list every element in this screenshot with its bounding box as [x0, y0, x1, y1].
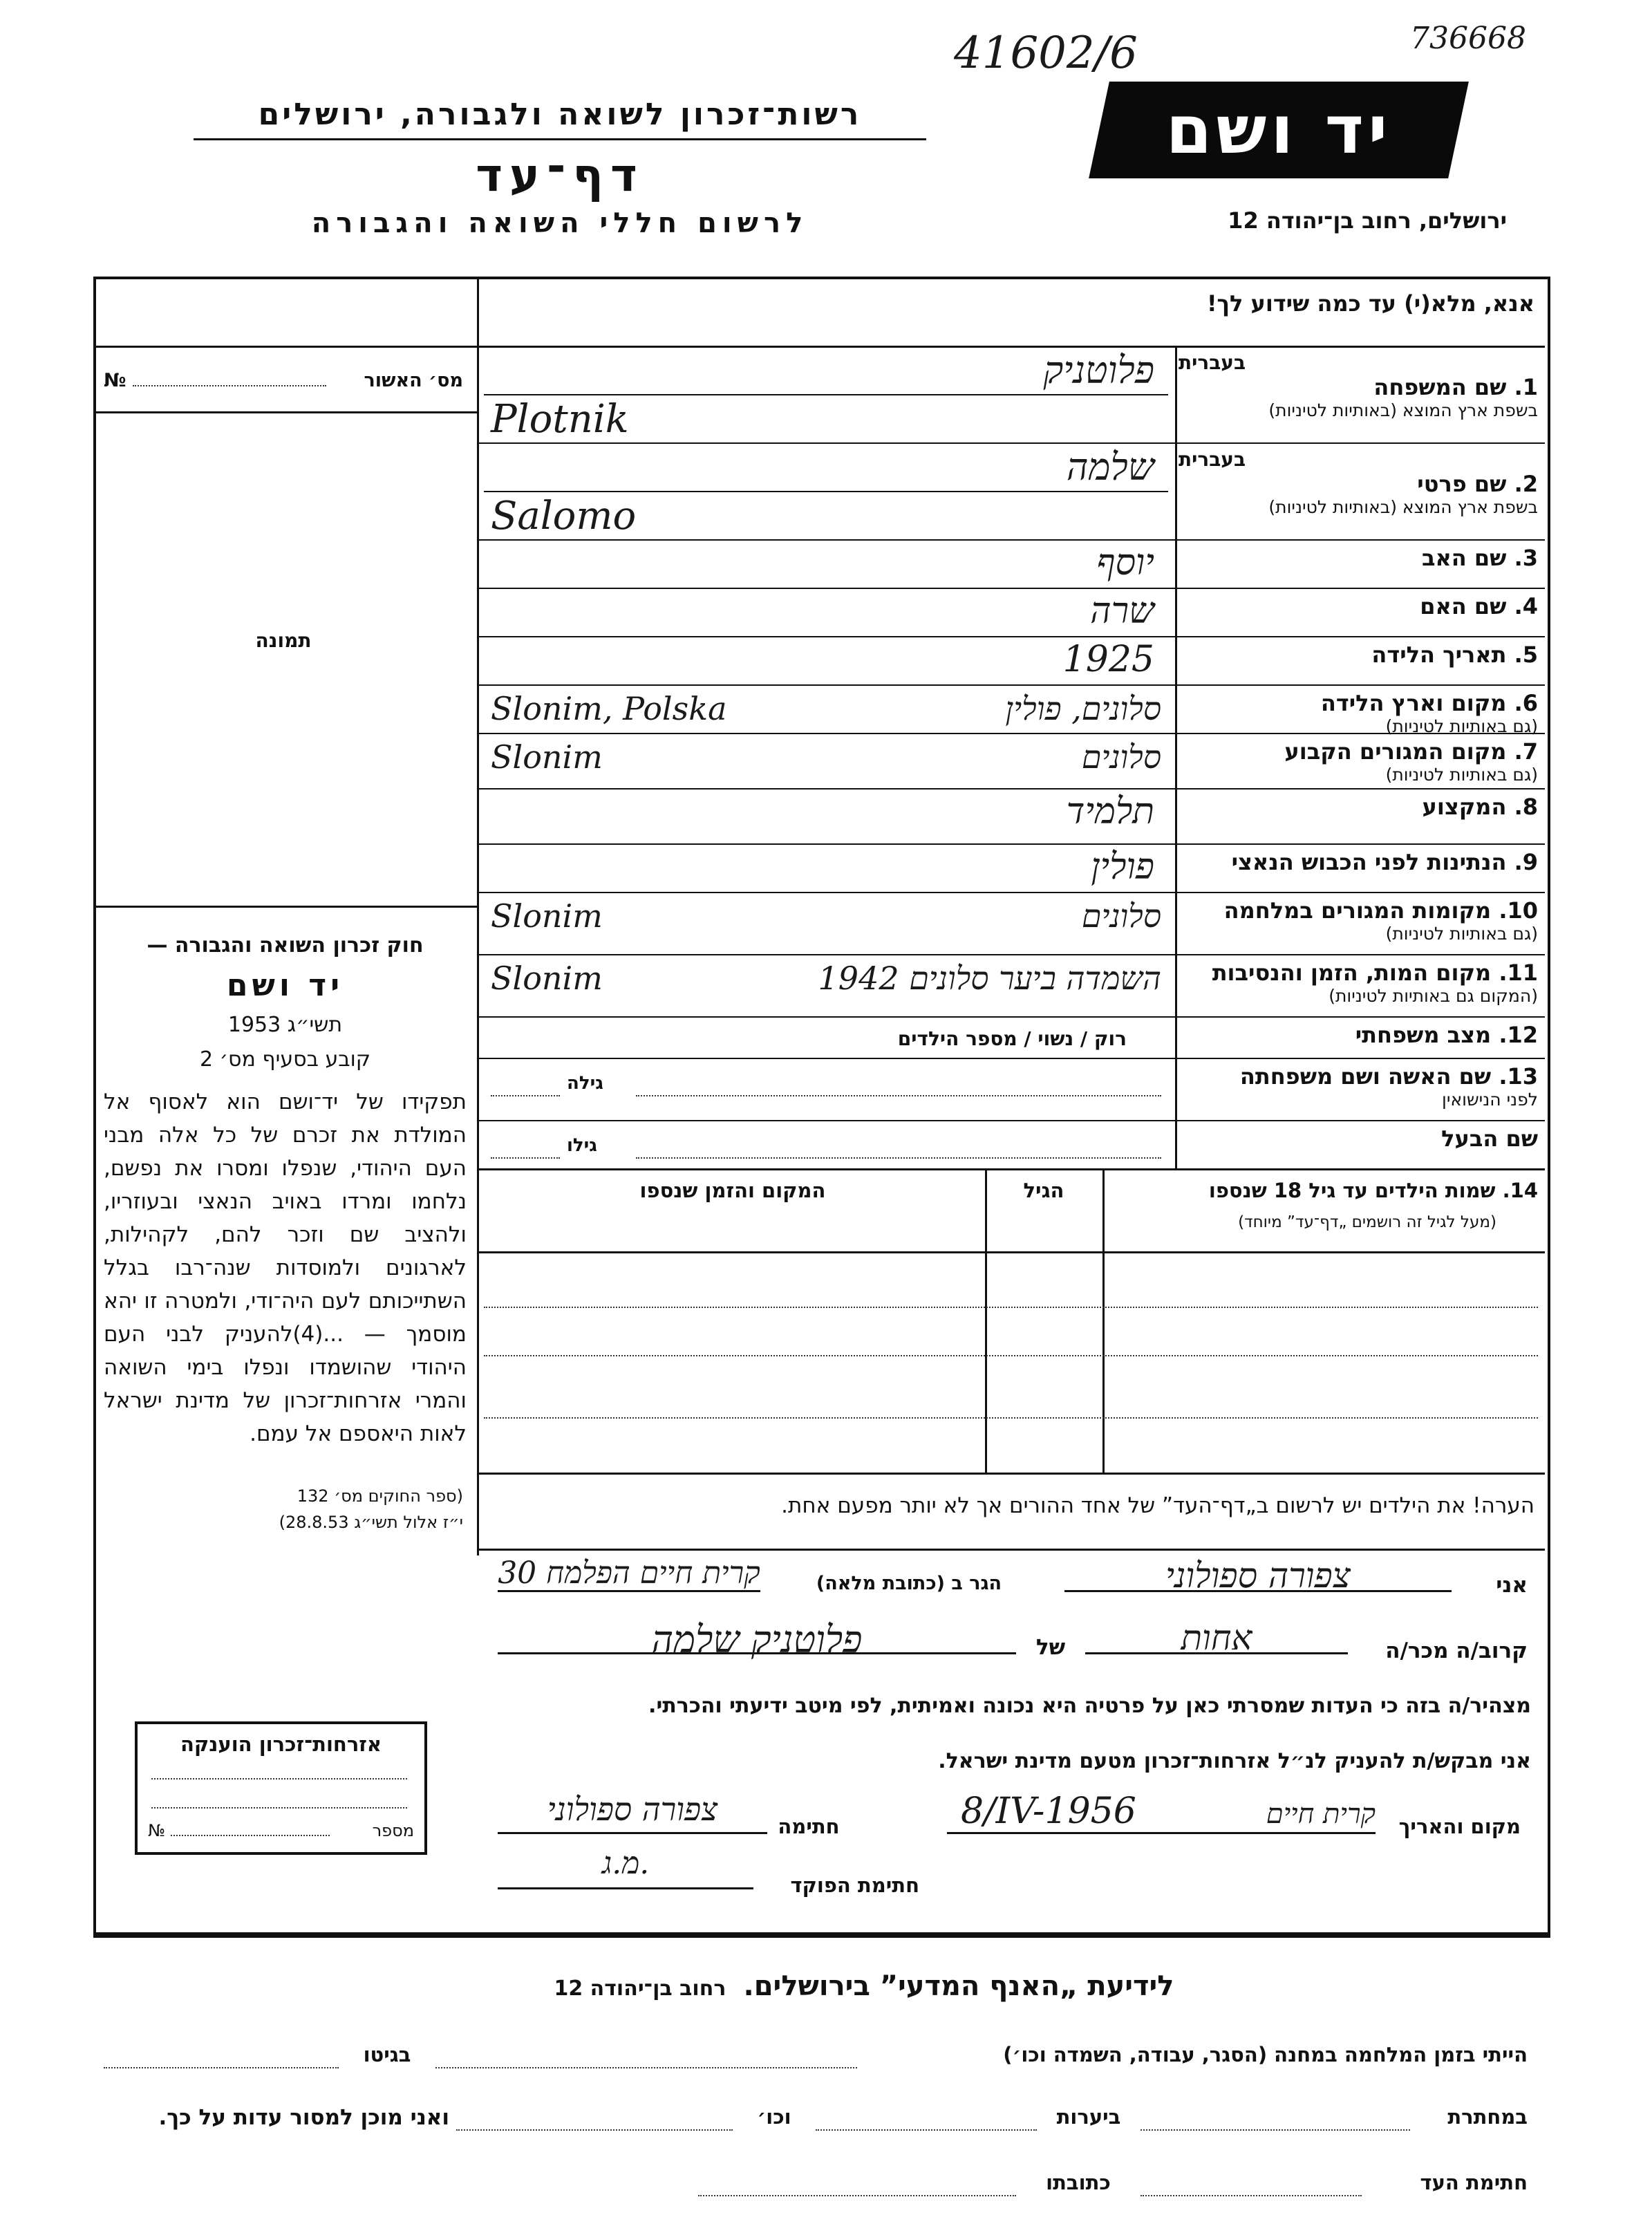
name-dots[interactable] — [636, 1095, 1161, 1096]
children-label: 14. שמות הילדים עד גיל 18 שנספו — [1208, 1179, 1538, 1202]
no-sign: № — [104, 370, 126, 391]
header-address: ירושלים, רחוב בן־יהודה 12 — [1228, 207, 1507, 234]
page-subtitle: לרשום חללי השואה והגבורה — [311, 207, 809, 239]
value-hebrew: סלונים — [1081, 738, 1161, 776]
logo-text: יד ושם — [1165, 91, 1392, 169]
field-num: 4. — [1514, 593, 1538, 619]
value-hebrew: פלוטניק — [1043, 348, 1154, 392]
officer-signature: מ.ג. — [601, 1846, 650, 1881]
field-label-text — [1179, 1022, 1538, 1048]
decl-i: אני — [1496, 1573, 1528, 1598]
decl-name: צפורה ספולוני — [1165, 1555, 1351, 1596]
field-num: 9. — [1514, 849, 1538, 875]
page-title: דף־עד — [476, 149, 644, 202]
decl-signature-label: חתימה — [778, 1815, 840, 1838]
field-label-text — [1179, 374, 1538, 400]
bottom-line1: הייתי בזמן המלחמה במחנה (הסגר, עבודה, השמדה וכו׳) — [1003, 2043, 1528, 2066]
law-year: תשי״ג 1953 — [227, 1013, 343, 1037]
field-label-text — [1179, 960, 1538, 986]
age-label: גילה — [567, 1073, 603, 1094]
field-label-4 — [1179, 593, 1538, 619]
age-dots[interactable] — [491, 1095, 560, 1096]
decl-date: 8/IV-1956 — [961, 1791, 1136, 1832]
decl-deceased-field[interactable] — [498, 1618, 1016, 1661]
field-name: שם הבעל — [1441, 1125, 1538, 1152]
field-value-4[interactable] — [484, 590, 1168, 633]
value-latin: Plotnik — [491, 397, 629, 442]
citizenship-line-2[interactable] — [151, 1807, 407, 1809]
citizenship-box — [135, 1721, 427, 1855]
officer-signature-field[interactable] — [498, 1846, 753, 1889]
field-name: שם פרטי — [1417, 471, 1507, 497]
field-label-3 — [1179, 545, 1538, 571]
decl-relation: אחות — [1181, 1618, 1252, 1658]
bottom-etc: וכו׳ — [757, 2105, 791, 2129]
field-value-9[interactable] — [484, 846, 1168, 889]
age-dots[interactable] — [491, 1157, 560, 1159]
photo-label: תמונה — [255, 629, 312, 652]
field-num: 8. — [1514, 794, 1538, 820]
decl-relation-field[interactable] — [1085, 1618, 1348, 1658]
children-age-header: הגיל — [1023, 1179, 1064, 1202]
field-num: 5. — [1514, 642, 1538, 668]
field-label-9 — [1179, 849, 1538, 875]
field-label-11 — [1179, 960, 1538, 1006]
field-name: שם האם — [1420, 593, 1507, 619]
age-label: גילו — [567, 1135, 597, 1156]
citizenship-dots[interactable] — [171, 1835, 330, 1836]
field-label-13 — [1179, 1063, 1538, 1110]
field-value-5[interactable] — [484, 639, 1168, 682]
decl-deceased: פלוטניק שלמה — [651, 1618, 863, 1661]
decl-signature-field[interactable] — [498, 1791, 767, 1834]
field-name: מקומות המגורים במלחמה — [1223, 897, 1492, 924]
field-sublabel: בשפת ארץ המוצא (באותיות לטיניות) — [1268, 497, 1538, 517]
children-place-header: המקום והזמן שנספו — [639, 1179, 826, 1202]
underground-field[interactable] — [1141, 2129, 1410, 2131]
field-label-8 — [1179, 794, 1538, 820]
field-label-text — [1179, 642, 1538, 668]
yad-vashem-logo — [1089, 82, 1469, 178]
value-latin: Slonim — [491, 738, 603, 776]
field-label-text — [1179, 471, 1538, 497]
field-num: 6. — [1514, 690, 1538, 716]
value-text: תלמיד — [1066, 791, 1154, 832]
field-value-11[interactable] — [484, 957, 1168, 1013]
instruction: אנא, מלא(י) עד כמה שידוע לך! — [1206, 290, 1534, 317]
bottom-address: רחוב בן־יהודה 12 — [554, 1977, 726, 2001]
field-name: המקצוע — [1422, 794, 1507, 820]
witness-sig-field[interactable] — [1141, 2195, 1362, 2196]
field-value-8[interactable] — [484, 791, 1168, 841]
value-latin: Slonim — [491, 897, 603, 935]
field-value-12[interactable] — [484, 1019, 1168, 1055]
field-value-1[interactable] — [484, 348, 1168, 440]
decl-of: של — [1035, 1635, 1066, 1660]
field-label-5 — [1179, 642, 1538, 668]
field-label-text — [1179, 1125, 1538, 1152]
camp-field[interactable] — [435, 2067, 857, 2068]
field-num: 3. — [1514, 545, 1538, 571]
handwritten-number: 736668 — [1410, 21, 1526, 56]
name-dots[interactable] — [636, 1157, 1161, 1159]
decl-place-date-field[interactable] — [947, 1791, 1376, 1834]
bottom-underground: במחתרת — [1447, 2105, 1528, 2129]
value-hebrew: סלונים, פולין — [1005, 690, 1161, 727]
decl-signature: צפורה ספולוני — [547, 1791, 718, 1828]
law-title: חוק זכרון השואה והגבורה — — [147, 933, 424, 957]
children-row-line[interactable] — [484, 1355, 1538, 1356]
bottom-ghetto: בגיטו — [363, 2043, 411, 2066]
field-name: מצב משפחתי — [1355, 1022, 1492, 1048]
citizenship-number-label: מספר — [372, 1821, 414, 1840]
decl-address-field[interactable] — [498, 1555, 760, 1592]
bottom-title: לידיעת „האנף המדעי” בירושלים. — [743, 1970, 1174, 2002]
field-label-text — [1179, 545, 1538, 571]
field-label-text — [1179, 593, 1538, 619]
citizenship-line-1[interactable] — [151, 1778, 407, 1779]
decl-place: קרית חיים — [1266, 1798, 1376, 1830]
forests-field[interactable] — [816, 2129, 1037, 2131]
value-hebrew: שלמה — [1066, 445, 1154, 489]
children-row-line[interactable] — [484, 1417, 1538, 1419]
decl-statement: מצהיר/ה בזה כי העדות שמסרתי כאן על פרטיה היא נכונה ואמיתית, לפי מיטב ידיעתי והכרתי. — [648, 1694, 1531, 1718]
org-name: רשות־זכרון לשואה ולגבורה, ירושלים — [258, 97, 862, 132]
witness-address-label: כתובתו — [1046, 2171, 1111, 2194]
approval-label: מס׳ האשור — [364, 370, 463, 391]
field-sublabel: (גם באותיות לטיניות) — [1385, 716, 1538, 736]
law-text: תפקידו של יד־ושם הוא לאסוף אל המולדת את זכרם של כל אלה מבני העם היהודי, שנפלו ומסרו את נפשם, נלחמו ומרדו באויב הנאצי ובעוזריו, ולהציב שם וזכר להם, לקהילות, לארגונים ולמוסדות שנה־רבו בגלל השתייכותם לעם היה־ודי, ולמטרה זו יהא מוסמך — ...(4)להעניק לבני העם היהודי שהושמדו ונפלו בימי השואה והמרי אזרחות־זכרון של מדינת ישראל לאות היאספם אל עמם. — [104, 1090, 467, 1446]
decl-resides: הגר ב (כתובת מלאה) — [816, 1573, 1002, 1594]
field-label-7 — [1179, 738, 1538, 785]
field-name: מקום וארץ הלידה — [1320, 690, 1507, 716]
value-latin: Slonim, Polska — [491, 690, 727, 727]
children-sub: (מעל לגיל זה רושמים „דף־עד” מיוחד) — [1238, 1213, 1496, 1231]
field-label-text — [1179, 897, 1538, 924]
field-label-2 — [1179, 448, 1538, 517]
field-label-text — [1179, 849, 1538, 875]
hebrew-tag: בעברית — [1179, 448, 1246, 471]
field-value-3[interactable] — [484, 542, 1168, 585]
bottom-title-row — [484, 1970, 1244, 2002]
field-label-text — [1179, 738, 1538, 765]
field-name: תאריך הלידה — [1371, 642, 1507, 668]
field-value-2[interactable] — [484, 445, 1168, 539]
field-label-1 — [1179, 351, 1538, 420]
decl-address: קרית חיים הפלמח 30 — [498, 1555, 760, 1591]
decl-place-date-label: מקום והאריך — [1398, 1815, 1521, 1838]
etc-field[interactable] — [456, 2129, 733, 2131]
field-name: שם האשה ושם משפחתה — [1239, 1063, 1492, 1090]
field-label-10 — [1179, 897, 1538, 944]
handwritten-ref: 41602/6 — [954, 28, 1138, 79]
law-name: יד ושם — [226, 968, 344, 1003]
approval-number-field[interactable] — [104, 370, 463, 398]
field-sublabel: בשפת ארץ המוצא (באותיות לטיניות) — [1268, 400, 1538, 420]
field-label-14 — [1179, 1125, 1538, 1152]
law-ref-2: י״ז אלול תשי״ג 28.8.53) — [279, 1513, 463, 1532]
citizenship-no: № — [148, 1821, 165, 1840]
bottom-forests: ביערות — [1056, 2105, 1121, 2129]
field-label-text — [1179, 794, 1538, 820]
value-text: שרה — [1090, 590, 1154, 632]
field-sublabel: (גם באותיות לטיניות) — [1385, 924, 1538, 944]
field-num: 12. — [1499, 1022, 1538, 1048]
decl-request: אני מבקש/ת להעניק לנ״ל אזרחות־זכרון מטעם מדינת ישראל. — [938, 1749, 1531, 1773]
value-hebrew: השמדה ביער סלונים 1942 — [818, 960, 1161, 997]
field-sublabel: (המקום גם באותיות לטיניות) — [1329, 986, 1538, 1006]
value-latin: Slonim — [491, 960, 603, 997]
field-value-6[interactable] — [484, 687, 1168, 730]
field-num: 10. — [1499, 897, 1538, 924]
field-value-13[interactable] — [484, 1061, 1168, 1117]
field-label-12 — [1179, 1022, 1538, 1048]
field-num: 13. — [1499, 1063, 1538, 1090]
value-latin: Salomo — [491, 494, 637, 539]
field-name: מקום המגורים הקבוע — [1284, 738, 1507, 765]
law-ref-1: (ספר החוקים מס׳ 132 — [297, 1486, 463, 1506]
law-clause: קובע בסעיף מס׳ 2 — [199, 1047, 371, 1072]
field-name: מקום המות, הזמן והנסיבות — [1212, 960, 1492, 986]
field-num: 11. — [1499, 960, 1538, 986]
value-text: יוסף — [1096, 542, 1154, 583]
field-value-7[interactable] — [484, 736, 1168, 785]
value-text: 1925 — [1062, 639, 1154, 680]
decl-relative: קרוב/ה מכר/ה — [1385, 1638, 1528, 1663]
citizenship-title: אזרחות־זכרון הוענקה — [180, 1732, 382, 1756]
field-value-10[interactable] — [484, 895, 1168, 951]
value-hebrew: סלונים — [1081, 897, 1161, 935]
field-label-text — [1179, 690, 1538, 716]
children-row-line[interactable] — [484, 1307, 1538, 1308]
field-num: 7. — [1514, 738, 1538, 765]
decl-name-field[interactable] — [1064, 1555, 1452, 1596]
witness-address-field[interactable] — [698, 2195, 1016, 2196]
note: הערה! את הילדים יש לרשום ב„דף־העד” של אחד ההורים אך לא יותר מפעם אחת. — [781, 1493, 1534, 1518]
value-text: פולין — [1091, 846, 1154, 888]
bottom-ready: ואני מוכן למסור עדות על כך. — [158, 2105, 449, 2130]
ghetto-field[interactable] — [104, 2067, 339, 2068]
field-sublabel: לפני הנישואין — [1442, 1090, 1538, 1110]
field-num: 1. — [1514, 374, 1538, 400]
witness-sig-label: חתימת העד — [1420, 2171, 1528, 2194]
field-label-6 — [1179, 690, 1538, 736]
field-name: הנתינות לפני הכבוש הנאצי — [1231, 849, 1507, 875]
field-sublabel: (גם באותיות לטיניות) — [1385, 765, 1538, 785]
hebrew-tag: בעברית — [1179, 351, 1246, 374]
field-label-text — [1179, 1063, 1538, 1090]
field-name: שם האב — [1421, 545, 1507, 571]
value-text: רוק / נשוי / מספר הילדים — [897, 1027, 1127, 1050]
officer-label: חתימת הפוקד — [790, 1874, 919, 1897]
field-name: שם המשפחה — [1373, 374, 1507, 400]
approval-dots — [133, 385, 326, 386]
field-num: 2. — [1514, 471, 1538, 497]
field-value-14[interactable] — [484, 1123, 1168, 1166]
